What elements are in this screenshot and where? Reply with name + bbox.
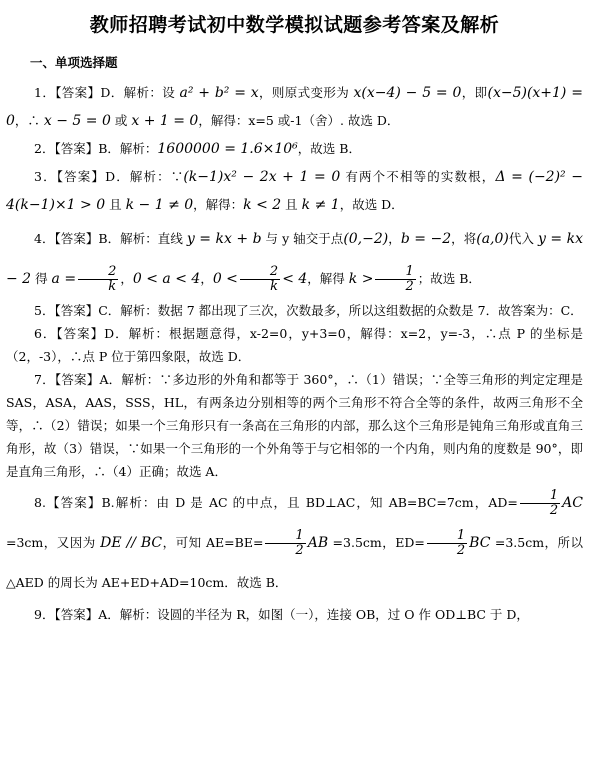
answer-3: 3．【答案】D．解析：∵(k−1)x² − 2x + 1 = 0 有两个不相等的实数根，Δ = (−2)² − 4(k−1)×1 > 0 且 k − 1 ≠ 0，解得：k < 2 且 k ≠ 1，故选 D． bbox=[6, 169, 583, 213]
section-heading: 一、单项选择题 bbox=[30, 55, 118, 70]
page-title: 教师招聘考试初中数学模拟试题参考答案及解析 bbox=[89, 14, 500, 36]
fraction: $\frac{2}{k}$ bbox=[78, 265, 118, 294]
fraction: $\frac{2}{k}$ bbox=[240, 265, 280, 294]
answer-6: 6．【答案】D．解析：根据题意得，x-2=0，y+3=0，解得：x=2，y=-3，∴点 P 的坐标是（2，-3），∴点 P 位于第四象限，故选 D． bbox=[6, 326, 583, 364]
answer-7: 7．【答案】A．解析：∵多边形的外角和都等于 360°，∴（1）错误；∵全等三角形的判定定理是 SAS，ASA，AAS，SSS，HL，有两条边分别相等的两个三角形不符合全等的条件，故两三角形不全等，∴（2）错误；如果一个三角形只有一条高在三角形的内部，那么这个三角形是钝角三角形或直角三角形，故（3）错误，∵如果一个三角形的一个外角等于与它相邻的一个内角，则内角的度数是 90°，即是直角三角形，∴（4）正确；故选 A． bbox=[6, 372, 583, 479]
fraction: $\frac{1}{2}$ bbox=[427, 529, 467, 558]
answer-2: 2．【答案】B．解析：1600000 = 1.6×10⁶，故选 B． bbox=[34, 141, 361, 157]
fraction: $\frac{1}{2}$ bbox=[375, 265, 415, 294]
answer-9: 9．【答案】A．解析：设圆的半径为 R，如图（一），连接 OB，过 O 作 OD⊥BC 于 D， bbox=[34, 607, 529, 622]
answer-8: 8.【答案】B.解析：由 D 是 AC 的中点，且 BD⊥AC，知 AB=BC=7cm，AD= $\frac{1}{2}$ AC =3cm，又因为 DE // BC，可知 AE=BE= $\frac{1}{2}$ AB =3.5cm，ED= $\frac{1}{2}$ BC =3.5cm，所以△AED 的周长为 AE+ED+AD=10cm．故选 B． bbox=[6, 488, 583, 590]
answer-1: 1．【答案】D．解析：设 a² + b² = x，则原式变形为 x(x−4) − 5 = 0，即(x−5)(x+1) = 0，∴ x − 5 = 0 或 x + 1 = 0，解得：x=5 或-1（舍）. 故选 D． bbox=[6, 85, 583, 129]
fraction: $\frac{1}{2}$ bbox=[265, 529, 305, 558]
answer-4: 4．【答案】B．解析：直线 y = kx + b 与 y 轴交于点(0,−2)，b = −2，将(a,0)代入 y = kx − 2 得 a = $\frac{2}{k}$ ，0 < a < 4，0 < $\frac{2}{k}$ < 4，解得 k > $\frac{1}{2}$ ；故选 B． bbox=[6, 231, 583, 294]
answer-5: 5．【答案】C．解析：数据 7 都出现了三次，次数最多，所以这组数据的众数是 7．故答案为：C． bbox=[34, 303, 583, 318]
fraction: $\frac{1}{2}$ bbox=[520, 489, 560, 518]
